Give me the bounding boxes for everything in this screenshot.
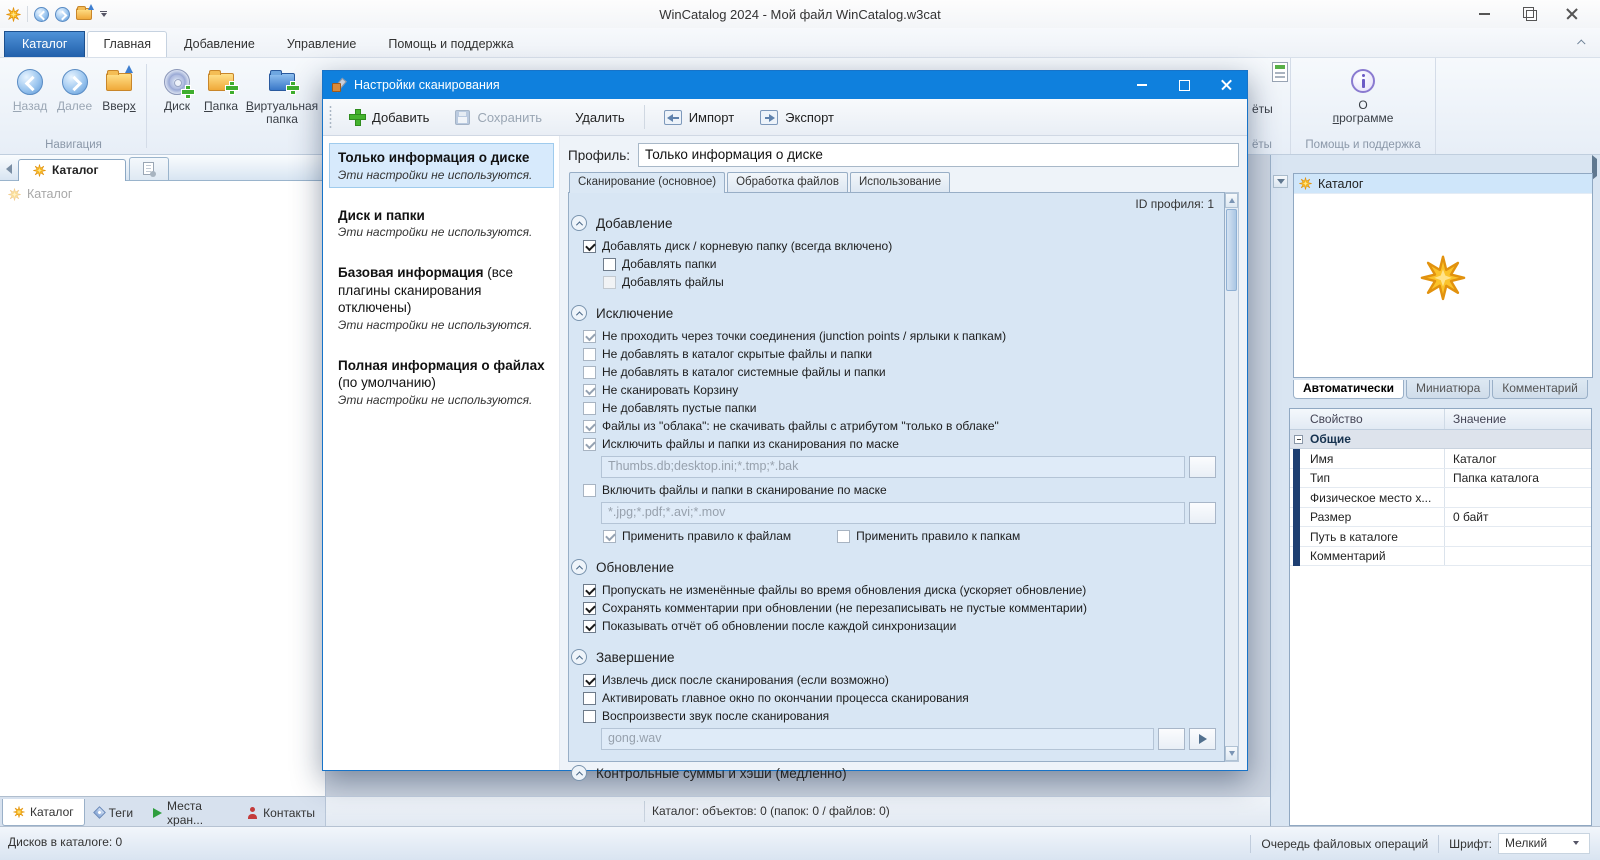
checkbox-label: Включить файлы и папки в сканирование по маске: [602, 483, 887, 497]
separator: [1250, 835, 1251, 853]
folder-add-icon: [208, 67, 234, 97]
settings-section: [571, 557, 1218, 635]
sound-file-input[interactable]: gong.wav: [601, 728, 1154, 750]
checkbox-label: Пропускать не изменённые файлы во время обновления диска (ускоряет обновление): [602, 583, 1087, 597]
section-title: Добавление: [596, 215, 673, 231]
toolbar-button-label: Удалить: [575, 109, 625, 125]
checkbox[interactable]: [603, 276, 616, 289]
reports-icon[interactable]: [1272, 62, 1288, 82]
tag-icon: [93, 806, 106, 819]
profile-name: Полная информация о файлах (по умолчанию): [338, 357, 545, 391]
checkbox[interactable]: [583, 330, 596, 343]
browse-button[interactable]: [1158, 728, 1185, 750]
profile-name: Диск и папки: [338, 207, 425, 223]
checkbox[interactable]: [583, 710, 596, 723]
star-icon: [33, 164, 46, 177]
include-mask-input[interactable]: *.jpg;*.pdf;*.avi;*.mov: [601, 502, 1185, 524]
checkbox[interactable]: [583, 438, 596, 451]
chevron-up-icon: [1577, 39, 1585, 47]
checkbox-label: Применить правило к файлам: [622, 529, 792, 543]
triangle-down-icon: [1277, 179, 1285, 184]
property-name: Размер: [1290, 508, 1445, 527]
checkbox-label: Добавлять папки: [622, 257, 717, 271]
property-value: 0 байт: [1453, 510, 1489, 524]
checkbox[interactable]: [583, 484, 596, 497]
property-name: Тип: [1290, 469, 1445, 488]
dialog-maximize-button[interactable]: [1163, 71, 1205, 99]
left-panel-tabstrip: [0, 155, 325, 181]
about-button[interactable]: [1320, 63, 1406, 129]
ribbon-group-navigation: [0, 58, 147, 154]
catalog-status-strip: [326, 796, 1270, 826]
profile-list-item[interactable]: [329, 258, 554, 338]
checkbox-label: Файлы из "облака": не скачивать файлы с атрибутом "только в облаке": [602, 419, 999, 433]
checkbox-row: [571, 417, 1218, 435]
ribbon-tab-row: [0, 28, 1600, 57]
profile-note: Эти настройки не используются.: [338, 317, 533, 332]
collapse-group-icon[interactable]: [1294, 435, 1303, 444]
preview-tab[interactable]: Автоматически: [1293, 380, 1404, 399]
virtual-folder-icon: [269, 73, 295, 91]
chevron-down-icon: [1573, 841, 1579, 845]
checkbox-row: [571, 707, 1218, 725]
property-value: Каталог: [1453, 451, 1497, 466]
about-button-label: О программе: [1332, 98, 1394, 126]
ribbon-button[interactable]: [201, 64, 241, 130]
checkbox-label: Не добавлять пустые папки: [602, 401, 757, 415]
checkbox[interactable]: [583, 348, 596, 361]
right-panel: [1270, 155, 1600, 826]
profile-note: Эти настройки не используются.: [338, 225, 533, 240]
divider: [644, 801, 645, 822]
bottom-tab-label: Каталог: [30, 805, 74, 819]
ribbon-group-help: [1290, 58, 1436, 154]
checkbox[interactable]: [583, 384, 596, 397]
plus-icon: [226, 82, 238, 94]
property-name: Имя: [1290, 449, 1445, 468]
collapse-ribbon-button[interactable]: [1574, 36, 1590, 50]
qat-back-icon[interactable]: [34, 7, 49, 22]
dialog-scrollbar[interactable]: [1225, 192, 1239, 762]
toolbar-save-button[interactable]: [444, 105, 553, 130]
checkbox[interactable]: [583, 620, 596, 633]
profile-name-suffix: (по умолчанию): [338, 375, 436, 391]
group-label-navigation: Навигация: [45, 139, 102, 151]
chevron-up-icon: [575, 655, 582, 662]
ribbon-button-label: Вверх: [102, 99, 136, 113]
ribbon-tab[interactable]: Добавление: [184, 37, 255, 51]
checkbox[interactable]: [583, 240, 596, 253]
profile-list-item[interactable]: [329, 351, 554, 413]
checkbox-row: [571, 381, 1218, 399]
dialog-close-button[interactable]: [1205, 71, 1247, 99]
profile-list-item[interactable]: [329, 201, 554, 246]
checkbox-row: [571, 399, 1218, 417]
collapse-panel-button[interactable]: [1273, 175, 1288, 188]
storage-arrow-icon: [153, 808, 162, 818]
catalog-tree-tab[interactable]: [18, 159, 126, 181]
profile-name-input[interactable]: Только информация о диске: [638, 143, 1239, 167]
dialog-toolbar: [323, 99, 1247, 136]
nav-back-icon: [17, 67, 43, 97]
section-header: [571, 647, 1218, 667]
checkbox-label: Показывать отчёт об обновлении после каждой синхронизации: [602, 619, 957, 633]
checkbox[interactable]: [603, 258, 616, 271]
restore-button[interactable]: [1506, 0, 1550, 28]
scroll-down-button[interactable]: [1225, 746, 1238, 761]
ribbon-button-label: Виртуальная папка: [245, 99, 319, 127]
bottom-tab-label: Теги: [108, 805, 134, 820]
export-icon: [760, 110, 778, 125]
minimize-button[interactable]: [1462, 0, 1506, 28]
dialog-tabs: [568, 172, 1239, 192]
ribbon-tab[interactable]: Помощь и поддержка: [388, 37, 514, 51]
checkbox-row: [571, 581, 1218, 599]
section-header: [571, 557, 1218, 577]
folder-icon: [208, 73, 234, 91]
font-size-label: Шрифт:: [1449, 836, 1492, 851]
toolbar-button-label: Сохранить: [477, 109, 543, 125]
checkbox-label: Воспроизвести звук после сканирования: [602, 709, 830, 723]
checkbox-row: [571, 255, 1218, 273]
browse-button[interactable]: [1189, 456, 1216, 478]
input-row: [571, 455, 1218, 479]
bottom-tab-star[interactable]: [2, 799, 85, 826]
section-header: [571, 763, 1218, 783]
ribbon-button-label: Папка: [204, 99, 238, 113]
profile-id-text: ID профиля: 1: [1135, 197, 1214, 211]
checkbox-label: Не добавлять в каталог системные файлы и папки: [602, 365, 886, 379]
collapse-section-button[interactable]: [571, 305, 587, 321]
ribbon-button[interactable]: [245, 64, 319, 130]
toolbar-button-label: Экспорт: [785, 109, 835, 125]
catalog-star-icon: [1420, 254, 1466, 300]
property-row[interactable]: [1290, 488, 1591, 508]
checkbox-row: [571, 599, 1218, 617]
titlebar: [0, 0, 1600, 28]
qat-forward-icon[interactable]: [55, 7, 70, 22]
triangle-down-icon: [1229, 751, 1235, 756]
reports-button-label-fragment[interactable]: ёты: [1252, 102, 1273, 116]
dialog-minimize-button[interactable]: [1121, 71, 1163, 99]
section-title: Исключение: [596, 305, 674, 321]
settings-section: [571, 213, 1218, 291]
ribbon-button-label: Далее: [56, 99, 93, 113]
checkbox-row: [571, 363, 1218, 381]
app-icon: [6, 7, 21, 22]
ribbon-button-label: Диск: [163, 99, 191, 113]
property-grid-header: [1290, 409, 1591, 430]
toolbar-import-button[interactable]: [653, 105, 745, 130]
star-icon: [13, 806, 25, 818]
checkbox[interactable]: [837, 530, 850, 543]
checkbox-row: [571, 237, 1218, 255]
checkbox-row: [571, 273, 1218, 291]
bottom-tab-storage[interactable]: [143, 799, 236, 826]
checkbox-row: [571, 671, 1218, 689]
reports-group-label-fragment: ёты: [1252, 139, 1272, 151]
section-title: Контрольные суммы и хэши (медленно): [596, 765, 847, 781]
qat-customize-dropdown-icon[interactable]: [98, 9, 109, 20]
dialog-title: Настройки сканирования: [354, 78, 500, 92]
quick-access-toolbar: [0, 6, 109, 22]
ellipsis-icon: [1198, 458, 1207, 476]
property-name: Физическое место х...: [1290, 488, 1445, 507]
settings-tab[interactable]: Обработка файлов: [727, 172, 848, 192]
ellipsis-icon: [1198, 504, 1207, 522]
ribbon-button[interactable]: [54, 64, 95, 116]
property-rows: [1290, 449, 1591, 566]
bottom-tab-contact[interactable]: [236, 799, 325, 826]
dialog-titlebar: [323, 71, 1247, 99]
checkbox-item: [837, 529, 1020, 543]
tools-icon: [331, 78, 346, 93]
settings-tab[interactable]: Сканирование (основное): [569, 172, 725, 193]
browse-button[interactable]: [1189, 502, 1216, 524]
toolbar-button-label: Добавить: [372, 109, 430, 125]
chevron-up-icon: [575, 311, 582, 318]
collapse-section-button[interactable]: [571, 765, 587, 781]
vfolder-add-icon: [269, 67, 295, 97]
bottom-tab-label: Контакты: [263, 805, 315, 820]
plus-icon: [182, 86, 194, 98]
checkbox-label: Активировать главное окно по окончании процесса сканирования: [602, 691, 969, 705]
checkbox-label: Извлечь диск после сканирования (если возможно): [602, 673, 889, 687]
property-value: [1445, 547, 1591, 566]
ribbon-right-area: [1248, 58, 1600, 154]
checkbox-label: Не добавлять в каталог скрытые файлы и папки: [602, 347, 873, 361]
ribbon-tab[interactable]: Управление: [286, 37, 357, 51]
collapse-section-button[interactable]: [571, 649, 587, 665]
star-icon: [8, 188, 21, 201]
ribbon-button[interactable]: [99, 64, 139, 116]
property-group-label: Общие: [1310, 432, 1351, 446]
property-value: [1445, 527, 1591, 546]
exclude-mask-input[interactable]: Thumbs.db;desktop.ini;*.tmp;*.bak: [601, 456, 1185, 478]
section-header: [571, 213, 1218, 233]
settings-tab[interactable]: Использование: [850, 172, 950, 192]
disks-count-text: Дисков в каталоге: 0: [8, 835, 123, 849]
scan-settings-panel: [568, 192, 1225, 781]
preview-selected-item[interactable]: [1294, 174, 1592, 194]
bottom-tab-label: Места хран...: [167, 798, 204, 827]
nav-forward-icon: [62, 67, 88, 97]
ribbon-group-add: [147, 58, 327, 154]
chevron-up-icon: [575, 565, 582, 572]
preview-tab[interactable]: Комментарий: [1492, 380, 1588, 399]
ellipsis-icon: [1167, 730, 1176, 748]
checkbox[interactable]: [583, 420, 596, 433]
scan-settings-dialog: [322, 70, 1248, 781]
close-button[interactable]: [1550, 0, 1594, 28]
property-group-row[interactable]: [1290, 430, 1591, 449]
disk-icon: [164, 69, 190, 95]
checkbox-label: Сохранять комментарии при обновлении (не перезаписывать не пустые комментарии): [602, 601, 1087, 615]
settings-section: [571, 763, 1218, 783]
play-sound-button[interactable]: [1189, 728, 1216, 750]
property-row[interactable]: [1290, 508, 1591, 528]
checkbox-row: [571, 327, 1218, 345]
checkbox[interactable]: [583, 674, 596, 687]
catalog-tab-label: Каталог: [52, 163, 99, 177]
star-icon: [1299, 177, 1312, 190]
plus-icon: [287, 82, 299, 94]
checkbox-row: [571, 481, 1218, 499]
property-value: [1445, 488, 1591, 507]
collapse-section-button[interactable]: [571, 215, 587, 231]
property-grid: [1289, 408, 1592, 826]
scroll-up-button[interactable]: [1225, 193, 1238, 208]
plus-icon: [350, 110, 365, 125]
bottom-tab-tag[interactable]: [85, 799, 143, 826]
scroll-tabs-left-icon[interactable]: [6, 164, 12, 174]
triangle-up-icon: [1229, 198, 1235, 203]
checkbox-label: Добавлять файлы: [622, 275, 724, 289]
ribbon-tab[interactable]: Главная: [87, 31, 167, 58]
section-title: Обновление: [596, 559, 674, 575]
ribbon-button[interactable]: [157, 64, 197, 130]
profile-label: Профиль:: [568, 147, 631, 163]
section-title: Завершение: [596, 649, 675, 665]
profile-name-suffix: (все плагины сканирования отключены): [338, 265, 513, 316]
ribbon-tab[interactable]: Каталог: [4, 31, 85, 57]
profile-list-item[interactable]: [329, 143, 554, 188]
group-label-help: Помощь и поддержка: [1305, 139, 1421, 151]
toolbar-button-label: Импорт: [688, 109, 735, 125]
checkbox-label: Добавлять диск / корневую папку (всегда включено): [602, 239, 893, 253]
saved-searches-tab[interactable]: [129, 157, 169, 180]
left-panel: [0, 155, 326, 826]
import-icon: [664, 110, 682, 125]
checkbox-label: Не сканировать Корзину: [602, 383, 739, 397]
property-row[interactable]: [1290, 527, 1591, 547]
preview-pane: [1293, 173, 1593, 378]
forward-circle-icon: [62, 69, 88, 95]
toolbar-plus-button[interactable]: [339, 105, 440, 130]
profile-name: Только информация о диске: [338, 150, 530, 165]
checkbox-row: [571, 435, 1218, 453]
profile-list: [323, 136, 560, 770]
profile-name: Базовая информация (все плагины сканирования отключены): [338, 265, 513, 316]
column-header-property: Свойство: [1290, 409, 1445, 429]
separator: [27, 6, 28, 22]
ribbon-button[interactable]: [10, 64, 50, 116]
checkbox-pair-row: [571, 527, 1218, 545]
checkbox-label: Применить правило к папкам: [856, 529, 1021, 543]
checkbox-row: [571, 689, 1218, 707]
input-row: [571, 727, 1218, 751]
checkbox-item: [603, 529, 791, 543]
property-name: Комментарий: [1290, 547, 1445, 566]
statusbar: [0, 826, 1600, 860]
left-panel-bottom-tabs: [0, 796, 325, 826]
save-icon: [455, 110, 470, 125]
checkbox-label: Исключить файлы и папки из сканирования по маске: [602, 437, 899, 451]
folder-up-icon: [106, 67, 132, 97]
property-name: Путь в каталоге: [1290, 527, 1445, 546]
back-circle-icon: [17, 69, 43, 95]
checkbox[interactable]: [583, 584, 596, 597]
preview-tab[interactable]: Миниатюра: [1406, 380, 1490, 399]
collapse-section-button[interactable]: [571, 559, 587, 575]
info-icon: [1351, 69, 1375, 93]
profile-note: Эти настройки не используются.: [338, 167, 533, 182]
checkbox[interactable]: [603, 530, 616, 543]
toolbar-delete-button[interactable]: [557, 105, 636, 130]
property-row[interactable]: [1290, 469, 1591, 489]
play-icon: [1199, 734, 1207, 744]
preview-tabs: [1293, 380, 1593, 399]
checkbox[interactable]: [583, 402, 596, 415]
font-size-value: Мелкий: [1505, 836, 1548, 850]
scrollbar-thumb[interactable]: [1226, 209, 1237, 291]
ribbon-button-label: Назад: [12, 99, 48, 113]
separator: [1438, 835, 1439, 853]
font-size-dropdown[interactable]: [1498, 833, 1590, 854]
checkbox-row: [571, 345, 1218, 363]
checkbox-row: [571, 617, 1218, 635]
preview-item-label: Каталог: [1318, 176, 1364, 191]
settings-section: [571, 303, 1218, 545]
file-ops-queue-button[interactable]: Очередь файловых операций: [1261, 836, 1429, 851]
checkbox[interactable]: [583, 602, 596, 615]
catalog-counts-text: Каталог: объектов: 0 (папок: 0 / файлов: 0): [652, 804, 890, 818]
checkbox[interactable]: [583, 692, 596, 705]
contact-icon: [246, 807, 258, 819]
tree-root-label: Каталог: [27, 187, 73, 201]
profile-note: Эти настройки не используются.: [338, 392, 533, 407]
property-value: Папка каталога: [1453, 471, 1539, 485]
qat-up-folder-icon[interactable]: [76, 8, 92, 20]
chevron-up-icon: [575, 771, 582, 778]
column-header-value: Значение: [1453, 412, 1507, 426]
input-row: [571, 501, 1218, 525]
checkbox-label: Не проходить через точки соединения (junction points / ярлыки к папкам): [602, 329, 1007, 343]
chevron-up-icon: [575, 221, 582, 228]
window-title: WinCatalog 2024 - Мой файл WinCatalog.w3cat: [659, 6, 941, 22]
checkbox[interactable]: [583, 366, 596, 379]
section-header: [571, 303, 1218, 323]
property-row[interactable]: [1290, 547, 1591, 567]
separator: [644, 105, 645, 129]
disk-add-icon: [164, 67, 190, 97]
toolbar-export-button[interactable]: [749, 105, 845, 130]
tree-root-item[interactable]: [0, 181, 325, 201]
catalog-tree[interactable]: [0, 181, 325, 796]
settings-section: [571, 647, 1218, 751]
property-row[interactable]: [1290, 449, 1591, 469]
document-icon: [143, 162, 154, 175]
folder-up-icon: [106, 73, 132, 91]
